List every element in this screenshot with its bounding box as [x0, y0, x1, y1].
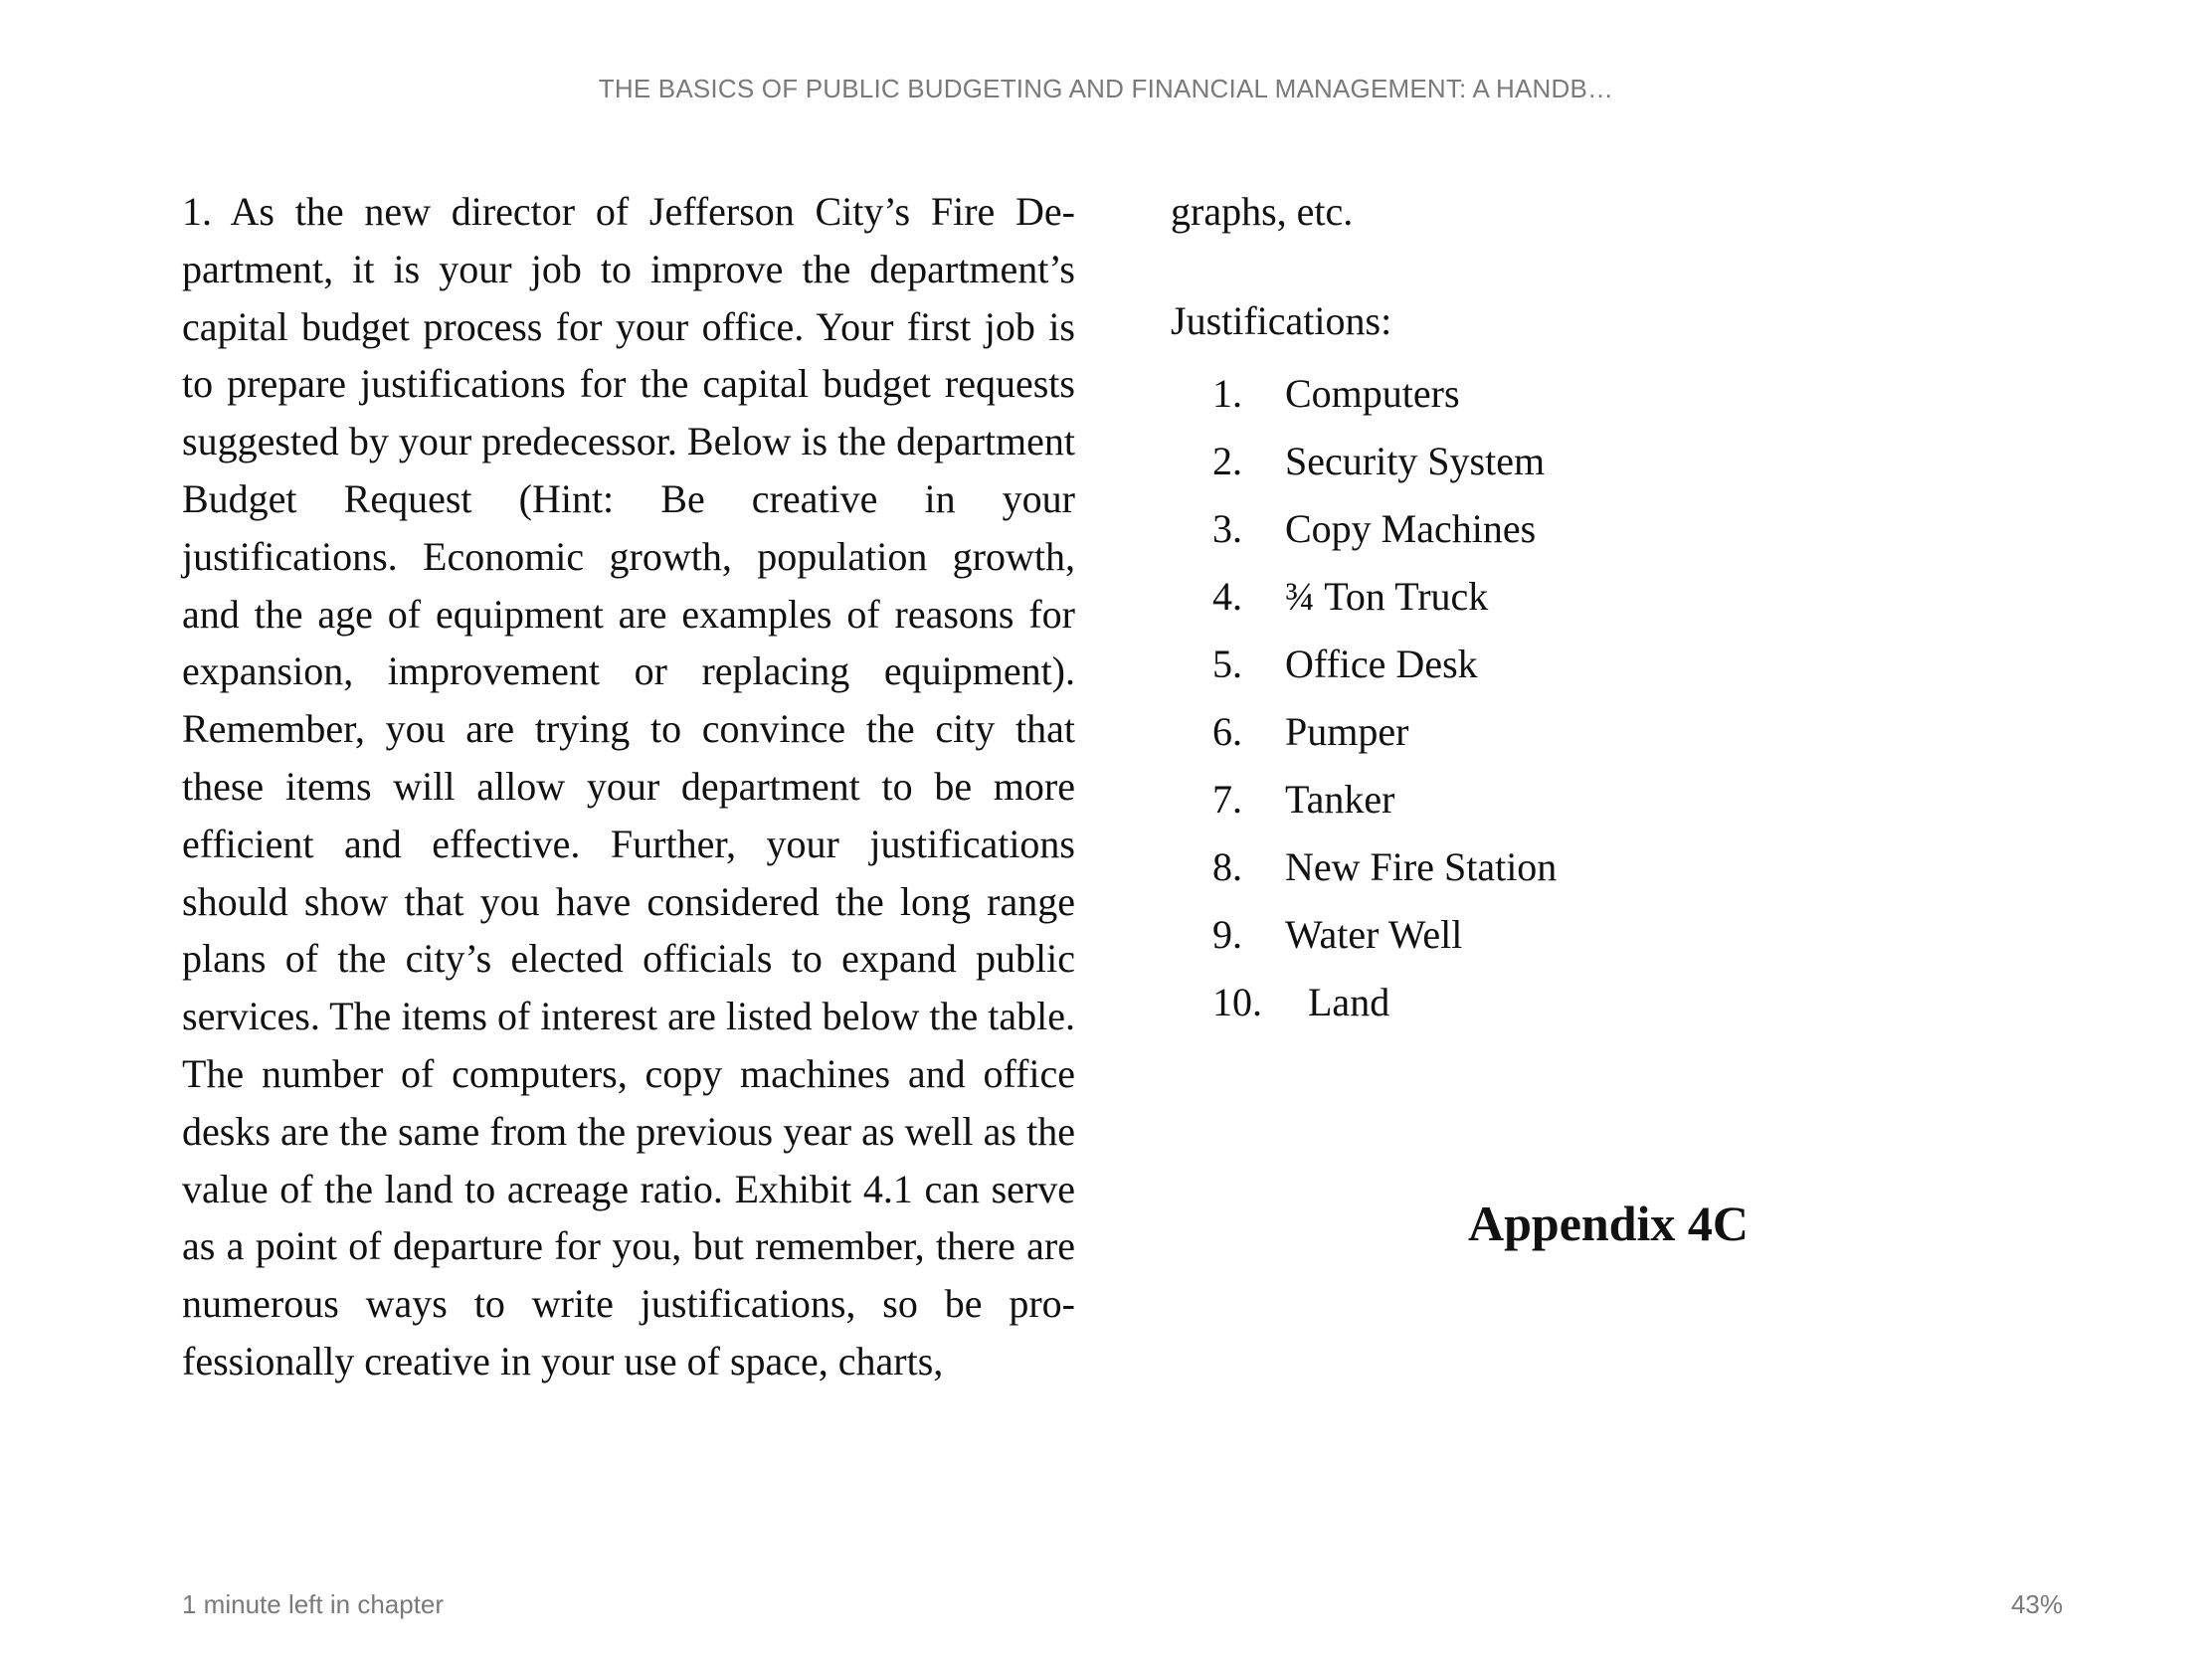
- right-text-column: [1171, 183, 2046, 1036]
- list-item: [1171, 901, 2046, 969]
- list-item-number: 8.: [1212, 843, 1242, 889]
- list-item-number: 10.: [1212, 979, 1262, 1024]
- list-item: [1171, 495, 2046, 563]
- list-item-label: Computers: [1285, 370, 1460, 416]
- list-item: [1171, 360, 2046, 428]
- list-item-number: 1.: [1212, 370, 1242, 416]
- reading-progress-percent: 43%: [2010, 1589, 2063, 1619]
- list-item: [1171, 698, 2046, 766]
- list-item-label: Tanker: [1285, 776, 1395, 822]
- list-item: [1171, 631, 2046, 698]
- list-item: [1171, 428, 2046, 495]
- justifications-list: [1171, 360, 2046, 1036]
- list-item-label: New Fire Station: [1285, 843, 1558, 889]
- list-item: [1171, 563, 2046, 631]
- list-item-number: 7.: [1212, 776, 1242, 822]
- list-item: [1171, 833, 2046, 901]
- list-item-number: 5.: [1212, 641, 1242, 686]
- list-item-label: Security System: [1285, 438, 1546, 483]
- list-item-label: Office Desk: [1285, 641, 1478, 686]
- body-paragraph: 1. As the new director of Jefferson City’s Fire Department, it is your job to improve the department’s capital budget process for your office. Your first job is to prepare justifications for the capital budget requests suggested by your predecessor. Below is the department Budget Request (Hint: Be creative in your justifications. Economic growth, population growth, and the age of equipment are examples of reasons for expansion, improvement or replacing equipment). Remember, you are trying to convince the city that these items will allow your department to be more efficient and effective. Further, your justifications should show that you have considered the long range plans of the city’s elected officials to expand public services. The items of interest are listed below the table. The number of computers, copy machines and office desks are the same from the previous year as well as the value of the land to acreage ratio. Exhibit 4.1 can serve as a point of departure for you, but remember, there are numerous ways to write justifications, so be professionally creative in your use of space, charts,: [182, 189, 1075, 1383]
- list-item-label: Land: [1308, 979, 1390, 1024]
- running-header-book-title: THE BASICS OF PUBLIC BUDGETING AND FINANCIAL MANAGEMENT: A HANDB…: [598, 74, 1614, 103]
- chapter-time-remaining: 1 minute left in chapter: [182, 1589, 445, 1619]
- justifications-heading: Justifications:: [1171, 297, 1392, 343]
- list-item-number: 3.: [1212, 505, 1242, 551]
- list-item: [1171, 766, 2046, 833]
- list-item: [1171, 969, 2046, 1036]
- list-item-number: 4.: [1212, 573, 1242, 619]
- list-item-label: Water Well: [1285, 911, 1463, 957]
- appendix-heading: Appendix 4C: [1467, 1196, 1750, 1251]
- list-item-number: 6.: [1212, 708, 1242, 754]
- list-item-label: ¾ Ton Truck: [1285, 573, 1489, 619]
- list-item-label: Copy Machines: [1285, 505, 1537, 551]
- list-item-number: 2.: [1212, 438, 1242, 483]
- list-item-number: 9.: [1212, 911, 1242, 957]
- continued-text: graphs, etc.: [1171, 189, 1354, 234]
- left-text-column: [182, 183, 1075, 1390]
- list-item-label: Pumper: [1285, 708, 1409, 754]
